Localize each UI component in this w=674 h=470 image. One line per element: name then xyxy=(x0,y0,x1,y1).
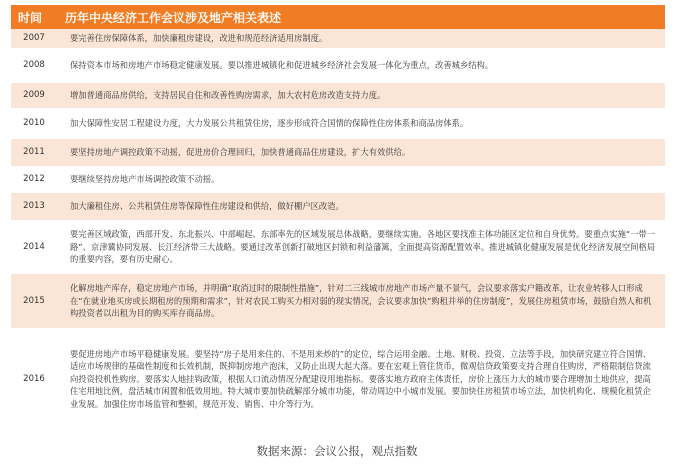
table-row xyxy=(11,139,665,168)
row-text: 要完善区域政策，西部开发、东北振兴、中部崛起、东部率先的区域发展总体战略，要继续实施。各地区要找准主体功能区定位和自身优势。要重点实施“一带一路”、京津冀协同发展、长江经济带三大战略。要通过改革创新打破地区封锁和利益藩篱，全面提高资源配置效率。推进城镇化健康发展是优化经济发展空间格局的重要内容，要有历史耐心。 xyxy=(70,229,656,265)
row-text: 要完善住房保障体系，加快廉租房建设，改进和规范经济适用房制度。 xyxy=(70,33,328,44)
header-title: 历年中央经济工作会议涉及地产相关表述 xyxy=(65,10,282,25)
row-year: 2012 xyxy=(23,174,45,185)
table-row xyxy=(11,110,665,139)
row-year: 2009 xyxy=(23,90,45,101)
row-text: 要坚持房地产调控政策不动摇，促进房价合理回归，加快普通商品住房建设，扩大有效供给。 xyxy=(70,147,411,158)
row-text: 加大保障性安居工程建设力度，大力发展公共租赁住房，逐步形成符合国情的保障性住房体系和商品房体系。 xyxy=(70,118,469,129)
table-row xyxy=(11,330,665,430)
row-text: 加大廉租住房、公共租赁住房等保障性住房建设和供给，做好棚户区改造。 xyxy=(70,201,344,212)
policy-table xyxy=(11,5,665,430)
row-year: 2016 xyxy=(23,373,45,384)
table-row xyxy=(11,29,665,50)
table-header xyxy=(11,5,665,29)
source-note: 数据来源：会议公报，观点指数 xyxy=(256,444,418,458)
row-year: 2014 xyxy=(23,241,45,252)
row-text: 要继续坚持房地产市场调控政策不动摇。 xyxy=(70,174,220,185)
table-row xyxy=(11,50,665,83)
row-text: 要促进房地产市场平稳健康发展。要坚持“房子是用来住的、不是用来炒的”的定位，综合运用金融、土地、财税、投资、立法等手段，加快研究建立符合国情、适应市场规律的基础性制度和长效机制，既抑制房地产泡沫，又防止出现大起大落。要在宏观上管住货币，微观信贷政策要支持合理自住购房，严格限制信贷流向投资投机性购房。要落实人地挂钩政策，根据人口流动情况分配建设用地指标。要落实地方政府主体责任，房价上涨压力大的城市要合理增加土地供应，提高住宅用地比例，盘活城市闲置和低效用地。特大城市要加快疏解部分城市功能，带动周边中小城市发展。要加快住房租赁市场立法，加快机构化、规模化租赁企业发展。加强住房市场监管和整顿，规范开发、销售、中介等行为。 xyxy=(70,348,652,409)
header-year: 时间 xyxy=(18,10,43,25)
row-text: 化解房地产库存，稳定房地产市场，并明确“取消过时的限制性措施”，针对二三线城市房地产市场产量不景气，会议要求落实户籍改革，让农业转移人口形成在“在就业地买房或长期租房的预期和需求”，针对农民工购买力相对弱的现实情况，会议要求加快“购租并举的住房制度”，发展住房租赁市场，鼓励自然人和机构投资者以出租为目的购买库存商品房。 xyxy=(70,283,652,319)
row-year: 2011 xyxy=(23,147,45,158)
table-row xyxy=(11,274,665,330)
row-text: 增加普通商品房供给，支持居民自住和改善性购房需求，加大农村危房改造支持力度。 xyxy=(70,90,386,101)
row-year: 2010 xyxy=(23,118,45,129)
row-year: 2015 xyxy=(23,295,45,306)
row-year: 2008 xyxy=(23,60,45,71)
table-row xyxy=(11,83,665,110)
row-text: 保持资本市场和房地产市场稳定健康发展。要以推进城镇化和促进城乡经济社会发展一体化为重点，改善城乡结构。 xyxy=(70,60,494,71)
table-row xyxy=(11,168,665,193)
row-year: 2007 xyxy=(23,33,45,44)
table-row xyxy=(11,222,665,274)
row-year: 2013 xyxy=(23,201,45,212)
table-row xyxy=(11,193,665,222)
